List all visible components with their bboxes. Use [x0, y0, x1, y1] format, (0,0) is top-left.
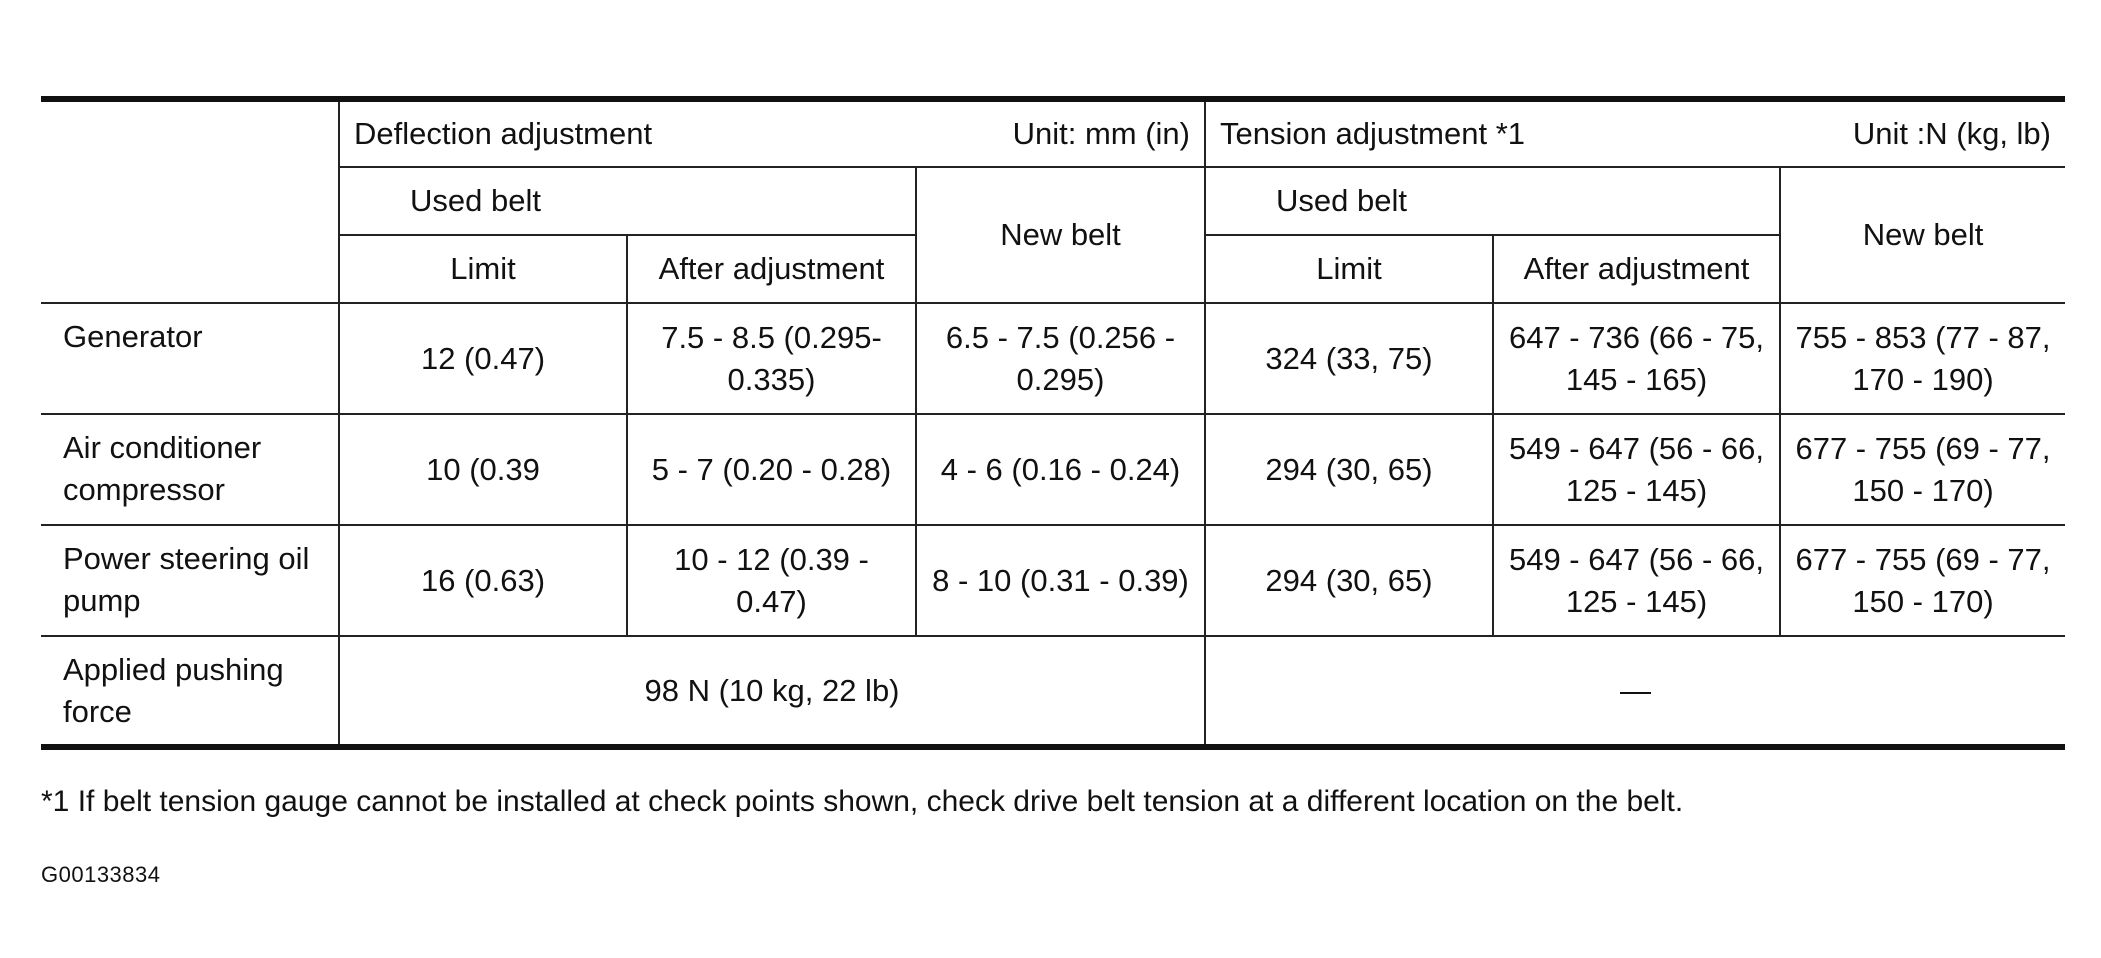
- deflection-new-cell: 8 - 10 (0.31 - 0.39): [916, 525, 1205, 636]
- tension-group-header: [1205, 99, 2065, 167]
- tension-limit-cell: 294 (30, 65): [1205, 414, 1493, 525]
- corner-cell: [41, 99, 339, 303]
- tension-after-cell: 549 - 647 (56 - 66, 125 - 145): [1493, 525, 1780, 636]
- tension-used-belt-header: Used belt: [1205, 167, 1780, 235]
- table-header-row-1: [41, 99, 2065, 167]
- tension-new-cell: 755 - 853 (77 - 87, 170 - 190): [1780, 303, 2065, 414]
- deflection-limit-cell: 10 (0.39: [339, 414, 627, 525]
- tension-new-belt-header: New belt: [1780, 167, 2065, 303]
- deflection-after-cell: 5 - 7 (0.20 - 0.28): [627, 414, 916, 525]
- row-label: Power steering oil pump: [41, 525, 339, 636]
- deflection-new-cell: 4 - 6 (0.16 - 0.24): [916, 414, 1205, 525]
- deflection-group-header: [339, 99, 1205, 167]
- deflection-used-belt-header: Used belt: [339, 167, 916, 235]
- table-header-row-2: [41, 167, 2065, 235]
- deflection-after-cell: 7.5 - 8.5 (0.295- 0.335): [627, 303, 916, 414]
- tension-limit-cell: 324 (33, 75): [1205, 303, 1493, 414]
- row-label: Generator: [41, 303, 339, 414]
- pushing-force-tension-value: —: [1205, 636, 2065, 747]
- tension-after-cell: 647 - 736 (66 - 75, 145 - 165): [1493, 303, 1780, 414]
- tension-after-cell: 549 - 647 (56 - 66, 125 - 145): [1493, 414, 1780, 525]
- deflection-limit-cell: 16 (0.63): [339, 525, 627, 636]
- row-label: Applied pushing force: [41, 636, 339, 747]
- tension-after-adjustment-header: After adjustment: [1493, 235, 1780, 303]
- deflection-limit-cell: 12 (0.47): [339, 303, 627, 414]
- table-row-power-steering: [41, 525, 2065, 636]
- belt-deflection-tension-table: [41, 96, 2065, 750]
- belt-spec-document: [41, 96, 2065, 750]
- figure-id: G00133834: [41, 862, 161, 887]
- tension-new-cell: 677 - 755 (69 - 77, 150 - 170): [1780, 414, 2065, 525]
- deflection-new-cell: 6.5 - 7.5 (0.256 - 0.295): [916, 303, 1205, 414]
- tension-unit: Unit :N (kg, lb): [1852, 116, 2052, 152]
- deflection-after-cell: 10 - 12 (0.39 - 0.47): [627, 525, 916, 636]
- table-row-generator: [41, 303, 2065, 414]
- tension-limit-header: Limit: [1205, 235, 1493, 303]
- table-row-pushing-force: [41, 636, 2065, 747]
- deflection-new-belt-header: New belt: [916, 167, 1205, 303]
- tension-limit-cell: 294 (30, 65): [1205, 525, 1493, 636]
- deflection-unit: Unit: mm (in): [1012, 116, 1190, 152]
- tension-new-cell: 677 - 755 (69 - 77, 150 - 170): [1780, 525, 2065, 636]
- pushing-force-deflection-value: 98 N (10 kg, 22 lb): [339, 636, 1205, 747]
- tension-title: Tension adjustment *1: [1220, 116, 1526, 152]
- deflection-limit-header: Limit: [339, 235, 627, 303]
- deflection-after-adjustment-header: After adjustment: [627, 235, 916, 303]
- footnote: *1 If belt tension gauge cannot be installed at check points shown, check drive belt tension at a different location on the belt.: [41, 785, 1684, 818]
- deflection-title: Deflection adjustment: [354, 116, 653, 152]
- row-label: Air conditioner compressor: [41, 414, 339, 525]
- table-row-ac-compressor: [41, 414, 2065, 525]
